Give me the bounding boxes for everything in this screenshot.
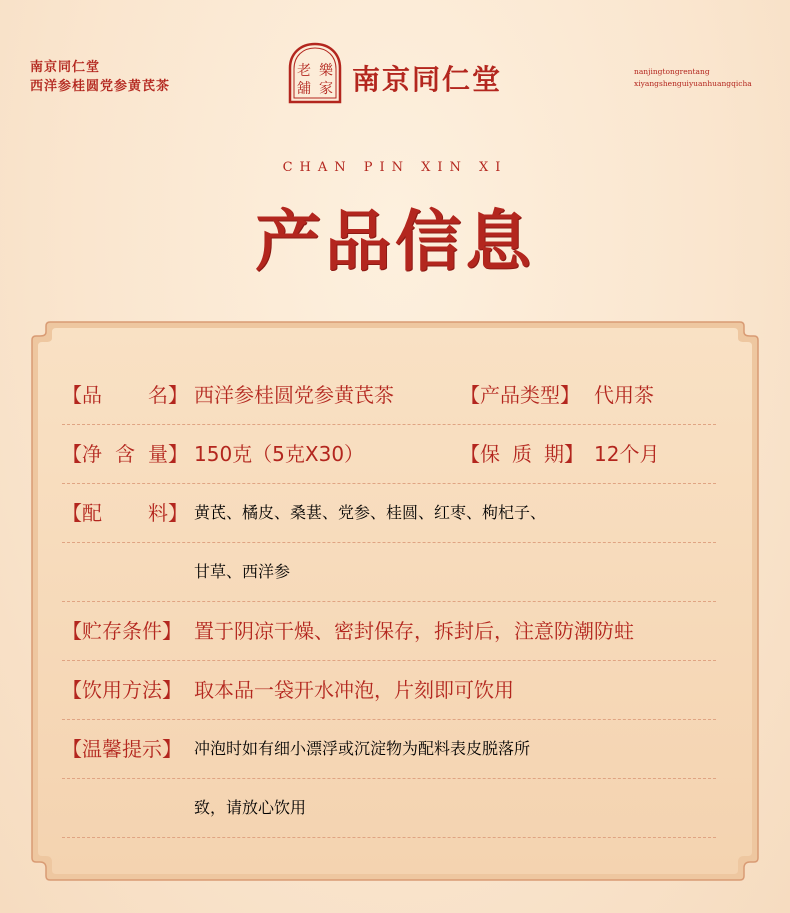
value-shelf: 12个月 <box>594 442 660 466</box>
label-tips: 【温馨提示】 <box>62 737 182 761</box>
value-ingredients-line2: 甘草、西洋参 <box>194 562 291 581</box>
label-type: 【产品类型】 <box>460 383 580 407</box>
label-storage: 【贮存条件】 <box>62 619 182 643</box>
brand-name: 南京同仁堂 <box>352 63 503 96</box>
logo-char-1: 老 <box>297 63 311 79</box>
label-usage: 【饮用方法】 <box>62 678 182 702</box>
row-tips <box>62 720 716 838</box>
row-storage <box>62 602 716 661</box>
info-table <box>62 366 716 838</box>
value-storage: 置于阴凉干燥、密封保存，拆封后，注意防潮防蛀 <box>194 619 634 643</box>
row-name-type <box>62 366 716 425</box>
section-subtitle: CHAN PIN XIN XI <box>282 160 508 175</box>
brand-logo <box>286 42 344 108</box>
brand-right-text <box>634 66 752 90</box>
brand-left-line1: 南京同仁堂 <box>30 60 101 75</box>
value-name: 西洋参桂圆党参黄芪茶 <box>194 383 394 407</box>
brand-left-line2: 西洋参桂圆党参黄芪茶 <box>30 79 171 94</box>
value-usage: 取本品一袋开水冲泡，片刻即可饮用 <box>194 678 514 702</box>
row-net-shelf <box>62 425 716 484</box>
logo-char-3: 舖 <box>297 81 311 97</box>
logo-char-4: 家 <box>319 81 333 97</box>
label-net: 【净 含 量】 <box>62 442 188 466</box>
row-usage <box>62 661 716 720</box>
logo-char-2: 樂 <box>319 63 333 79</box>
brand-right-line2: xiyangshenguiyuanhuangqicha <box>634 79 752 88</box>
value-tips-line2: 致，请放心饮用 <box>194 798 307 817</box>
label-name: 【品 名】 <box>62 383 188 407</box>
section-title: 产品信息 <box>255 202 535 280</box>
label-shelf: 【保 质 期】 <box>460 442 584 466</box>
brand-right-line1: nanjingtongrentang <box>634 67 710 76</box>
value-type: 代用茶 <box>594 383 654 407</box>
label-ingredients: 【配 料】 <box>62 501 188 525</box>
value-ingredients-line1: 黄芪、橘皮、桑葚、党参、桂圆、红枣、枸杞子、 <box>194 503 547 522</box>
value-tips-line1: 冲泡时如有细小漂浮或沉淀物为配料表皮脱落所 <box>194 739 531 758</box>
brand-left-text <box>30 58 170 96</box>
row-ingredients <box>62 484 716 602</box>
value-net: 150克（5克X30） <box>194 442 365 466</box>
